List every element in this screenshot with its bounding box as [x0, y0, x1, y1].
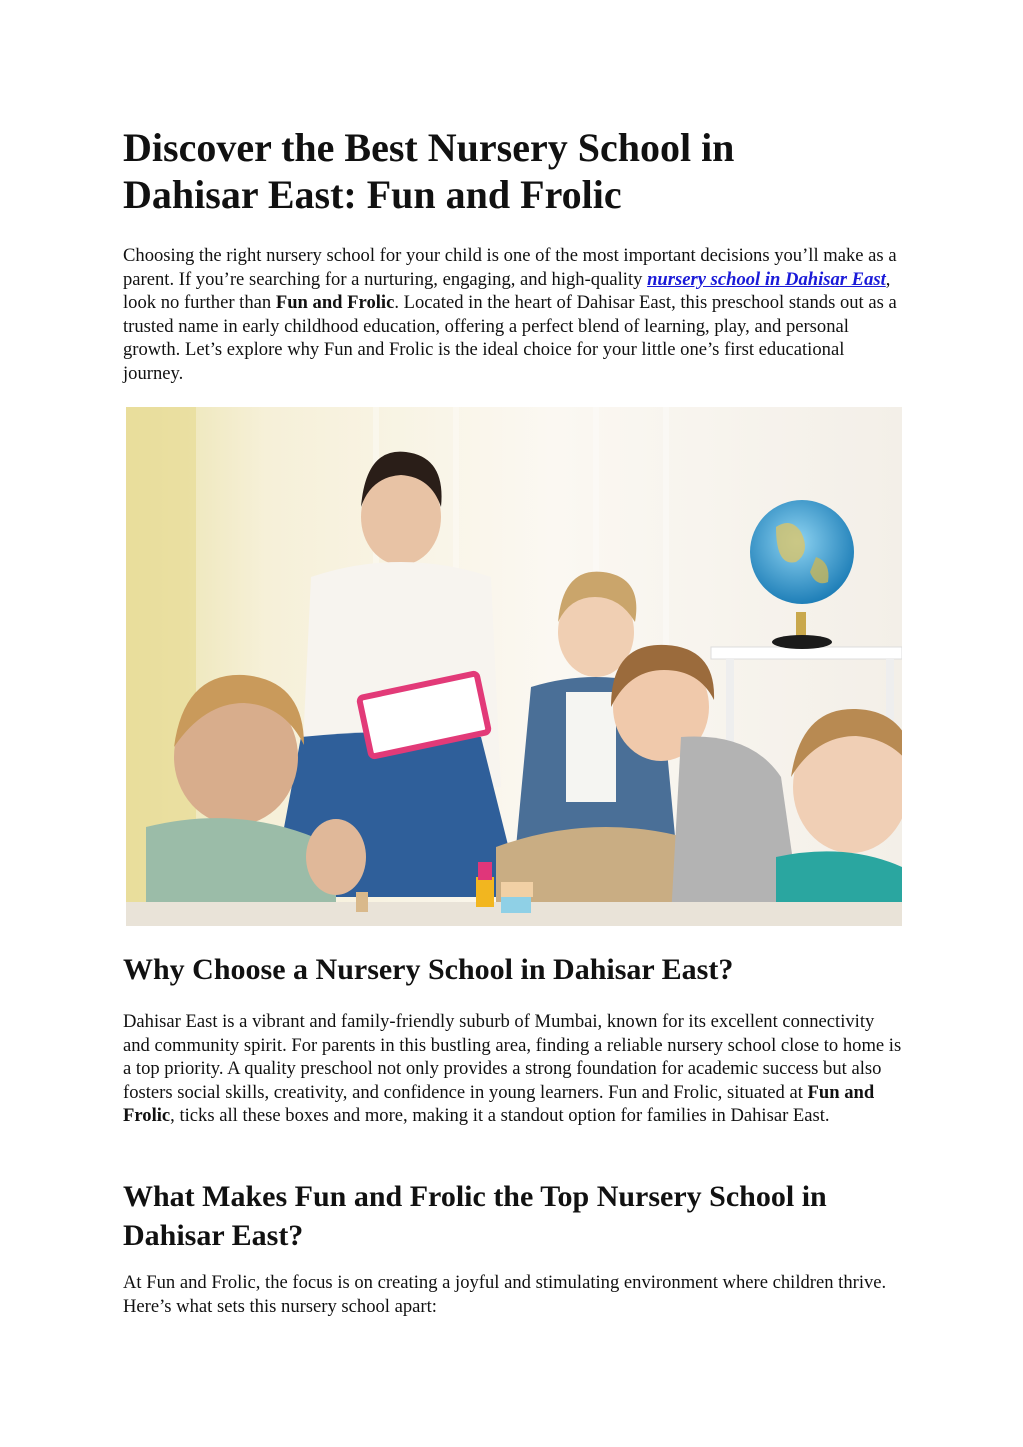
- section1-text-1: Dahisar East is a vibrant and family-friendly suburb of Mumbai, known for its excellent connectivity and community spirit. For parents in this bustling area, finding a reliable nursery school close to home is a top priority. A quality preschool not only provides a strong foundation for academic success but also fosters social skills, creativity, and confidence in young learners. Fun and Frolic, situated at: [123, 1011, 902, 1103]
- nursery-school-link[interactable]: nursery school in Dahisar East: [647, 268, 886, 290]
- section1-heading: Why Choose a Nursery School in Dahisar East?: [123, 953, 734, 986]
- title-line-1: Discover the Best Nursery School in: [123, 125, 735, 170]
- section2-heading: What Makes Fun and Frolic the Top Nursery School in Dahisar East?: [123, 1180, 827, 1252]
- intro-paragraph: [123, 244, 903, 385]
- page-title: [123, 124, 903, 218]
- section1-bold-brand: Fun and Frolic: [123, 1081, 875, 1126]
- section1-text-2: , ticks all these boxes and more, making it a standout option for families in Dahisar East.: [170, 1105, 830, 1126]
- section1-paragraph: [123, 1010, 903, 1128]
- intro-text-3: . Located in the heart of Dahisar East, this preschool stands out as a trusted name in early childhood education, offering a perfect blend of learning, play, and personal growth. Let’s explore why Fun and Frolic is the ideal choice for your little one’s first educational journey.: [123, 292, 897, 384]
- section2-paragraph: At Fun and Frolic, the focus is on creating a joyful and stimulating environment where children thrive. Here’s what sets this nursery school apart:: [123, 1272, 887, 1317]
- intro-text-2: , look no further than: [123, 268, 891, 313]
- intro-text-1: Choosing the right nursery school for your child is one of the most important decisions you’ll make as a parent. If you’re searching for a nurturing, engaging, and high-quality: [123, 245, 897, 290]
- title-line-2: Dahisar East: Fun and Frolic: [123, 172, 622, 217]
- intro-bold-brand: Fun and Frolic: [275, 292, 395, 313]
- classroom-photo: [126, 407, 902, 926]
